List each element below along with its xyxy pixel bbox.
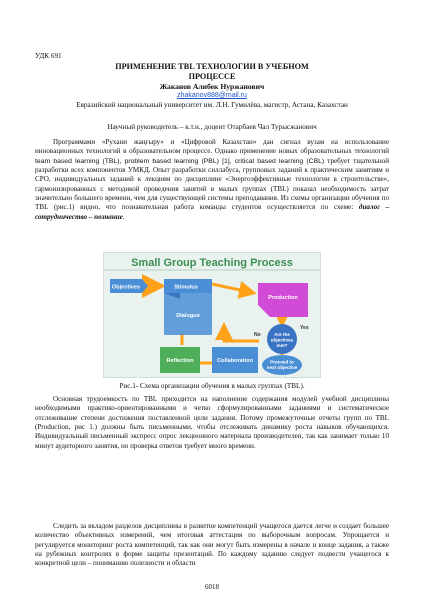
box-objectives xyxy=(110,279,148,293)
figure-caption: Рис.1- Схема организации обучения в малых группах (TBL). xyxy=(119,382,305,390)
author-email-link[interactable]: zhakanov888@mail.ru xyxy=(177,92,247,99)
paragraph-1 xyxy=(35,138,389,222)
supervisor: Научный руководитель – к.т.н., доцент Отарбаев Чал Турысжанович xyxy=(107,123,317,131)
box-production-label: Production xyxy=(268,295,298,301)
paragraph-3: Следить за вкладом разделов дисциплины в развитие компетенций учащегося дается легче и создает большее количество объективных измерений, чем итоговая аттестация по выборочным вопросам. Упрощается и регулируется мониторинг роста компетенций, так как они могут быть измерены в начале и конце задания, а также на рубежных контролях в форме защиты презентаций. По каждому заданию следует подвести учащегося к конкретной цели – пониманию полезности и области xyxy=(35,522,389,568)
box-collaboration-label: Collaboration xyxy=(216,358,254,364)
box-reflection-label: Reflection xyxy=(166,358,194,364)
box-objectives-label: Objectives xyxy=(111,284,141,291)
box-reflection xyxy=(160,347,200,373)
author-affiliation: Евразийский национальный университет им. Л.Н. Гумилёва, магистр, Астана, Казахстан xyxy=(76,101,348,109)
box-stimulus xyxy=(164,279,212,293)
box-collaboration xyxy=(212,347,258,373)
box-dialogue xyxy=(164,293,212,335)
paragraph-1-end: . xyxy=(122,212,125,221)
box-proceed-label-2: next objective xyxy=(266,365,298,370)
paragraph-1-scheme: диалог – сотрудничество – познание xyxy=(35,203,390,221)
paragraph-1-part-2: требует тщательной разработки всех компонентов УМКД. Опыт разработки силлабуса, групповых заданий к практическим занятиям и СРО, индивидуальных заданий к лекциям по дисциплине «Энергоэффективные технологии в строительстве», гармонизированных с методикой проведения занятий в малых группах (TBL) показал необходимость затрат значительно большего времени, чем для существующей системы преподавания. Из схемы организации обучения по TBL (рис.1) видно, что познавательная работа команды студентов осуществляется по схеме: xyxy=(35,156,389,212)
box-proceed xyxy=(262,355,302,375)
figure-diagram xyxy=(104,253,321,378)
label-yes: Yes xyxy=(300,325,309,331)
page-number: 6018 xyxy=(205,583,219,591)
figure-title: Small Group Teaching Process xyxy=(131,257,293,269)
box-question-label-1: Are the xyxy=(274,332,290,337)
title-line-1: ПРИМЕНЕНИЕ TBL ТЕХНОЛОГИИ В УЧЕБНОМ xyxy=(115,62,309,71)
box-production xyxy=(258,283,308,317)
box-question-label-2: objectives xyxy=(270,337,294,343)
paper-title xyxy=(35,62,389,82)
author-name: Жаканов Алибек Нуржанович xyxy=(159,82,265,91)
paragraph-2: Основная трудоемкость по TBL приходится на наполнение содержания модулей учебной дисциплины необходимыми практико-ориентированными и четко сформулированными заданиями и систематическое отслеживание степени достижения поставленной цели задания. Потому промежуточные отчеты групп по TBL (Production, рис 1.) должны быть письменными, чтобы отслеживать динамику роста навыков обучающихся. Индивидуальный письменный экспресс опрос лекционного материала производителен, так как занимает только 10 минут аудиторного занятия, но проверка ответов требует много времени. xyxy=(35,395,389,450)
box-question xyxy=(267,324,297,354)
box-question-label-3: met? xyxy=(276,343,288,348)
figure-small-group-teaching xyxy=(103,252,321,378)
label-no: No xyxy=(254,332,261,338)
paragraph-1-part-1: Программами «Рухани жаңғыру» и «Цифровой Казахстан» дан сигнал вузам на использование инновационных технологий в образовательном процессе. Однако применение новых образовательных технологий xyxy=(35,138,389,156)
title-line-2: ПРОЦЕССЕ xyxy=(188,72,236,81)
box-dialogue-label: Dialogue xyxy=(176,313,200,319)
box-proceed-label-1: Proceed to xyxy=(270,359,294,365)
arrow-stimulus-production xyxy=(212,284,254,293)
udk-code: УДК 691 xyxy=(35,52,62,60)
paragraph-1-methods: team based learning (TBL), problem based learning (PBL) [1], critical based learning (CBL) xyxy=(35,157,325,165)
box-stimulus-label: Stimulus xyxy=(174,284,198,291)
